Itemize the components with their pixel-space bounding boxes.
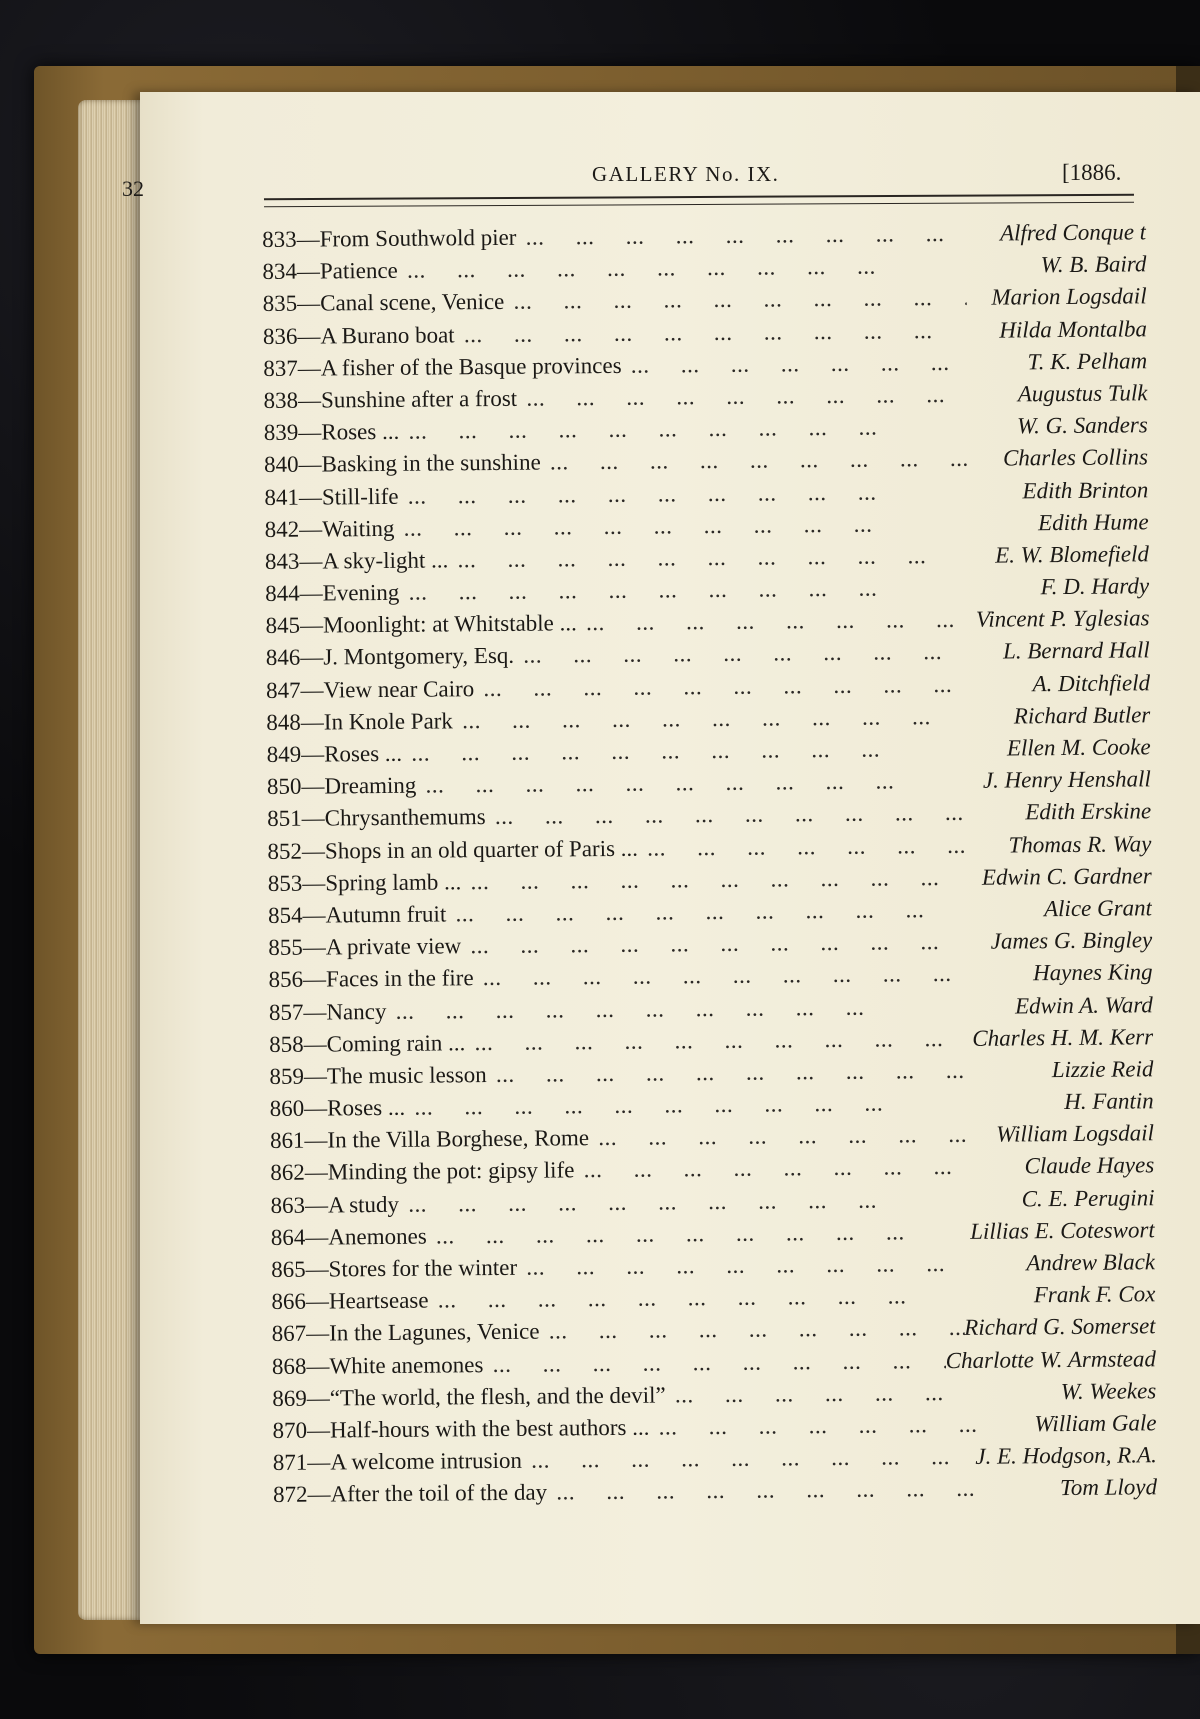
entry-title: 853—Spring lamb ...	[267, 869, 462, 896]
entry-artist: H. Fantin	[1064, 1088, 1154, 1115]
entry-artist: L. Bernard Hall	[1002, 637, 1150, 664]
entry-title: 841—Still-life	[264, 483, 399, 510]
entry-title: 852—Shops in an old quarter of Paris ...	[267, 835, 639, 864]
entry-title: 872—After the toil of the day	[272, 1479, 548, 1508]
entry-artist: William Gale	[1034, 1410, 1157, 1437]
entry-title: 846—J. Montgomery, Esq.	[265, 643, 515, 671]
entry-artist: Andrew Black	[1026, 1249, 1156, 1276]
entry-artist: William Logsdail	[996, 1120, 1155, 1147]
entry-artist: Alice Grant	[1043, 895, 1153, 922]
entry-title: 870—Half-hours with the best authors ...	[272, 1414, 650, 1443]
entry-artist: W. Weekes	[1060, 1377, 1157, 1404]
entry-title: 862—Minding the pot: gipsy life	[270, 1157, 575, 1186]
entry-title: 833—From Southwold pier	[262, 224, 517, 252]
entry-artist: Vincent P. Yglesias	[975, 605, 1150, 633]
entry-title: 849—Roses ...	[266, 740, 403, 767]
page-number: 32	[122, 176, 144, 201]
entry-artist: W. G. Sanders	[1016, 412, 1148, 439]
running-title: GALLERY No. IX.	[592, 162, 780, 186]
entry-artist: W. B. Baird	[1040, 251, 1147, 278]
entry-artist: Charlotte W. Armstead	[945, 1345, 1157, 1373]
entry-artist: Edith Brinton	[1022, 476, 1149, 503]
entry-title: 857—Nancy	[268, 998, 387, 1025]
entry-title: 837—A fisher of the Basque provinces	[263, 352, 622, 381]
entry-artist: Edwin C. Gardner	[981, 863, 1152, 890]
entry-title: 834—Patience	[262, 258, 398, 285]
entry-artist: Lillias E. Coteswort	[970, 1217, 1155, 1244]
leader-dots	[666, 1379, 977, 1414]
entry-artist: C. E. Perugini	[1021, 1184, 1155, 1212]
entry-artist: A. Ditchfield	[1032, 669, 1151, 696]
entry-title: 855—A private view	[268, 933, 462, 961]
entry-artist: Charles Collins	[1002, 444, 1149, 471]
entry-title: 864—Anemones	[270, 1223, 427, 1250]
entry-title: 851—Chrysanthemums	[267, 804, 486, 832]
entry-artist: Hilda Montalba	[999, 315, 1148, 343]
entry-title: 863—A study	[270, 1191, 400, 1218]
entry-artist: Charles H. M. Kerr	[972, 1023, 1154, 1051]
entry-title: 840—Basking in the sunshine	[263, 449, 541, 478]
entry-title: 848—In Knole Park	[266, 708, 453, 735]
entry-artist: Marion Logsdail	[991, 283, 1147, 311]
entry-artist: Richard Butler	[1013, 702, 1151, 729]
entry-artist: Richard G. Somerset	[964, 1313, 1156, 1341]
entry-artist: Edwin A. Ward	[1014, 991, 1153, 1018]
entry-artist: James G. Bingley	[990, 927, 1153, 954]
page-edges	[78, 100, 142, 1620]
leader-dots	[547, 1475, 977, 1511]
entry-artist: Haynes King	[1032, 959, 1153, 986]
entry-artist: Ellen M. Cooke	[1006, 734, 1151, 761]
entry-title: 839—Roses ...	[263, 418, 400, 446]
entry-artist: E. W. Blomefield	[995, 541, 1150, 568]
entry-artist: Edith Hume	[1038, 508, 1149, 535]
entry-title: 836—A Burano boat	[262, 321, 455, 349]
entry-artist: J. E. Hodgson, R.A.	[975, 1442, 1157, 1469]
entry-artist: Lizzie Reid	[1051, 1056, 1154, 1083]
entry-title: 856—Faces in the fire	[268, 965, 474, 993]
entry-artist: T. K. Pelham	[1027, 348, 1148, 375]
entry-title: 835—Canal scene, Venice	[262, 289, 505, 317]
entry-title: 868—White anemones	[271, 1351, 484, 1379]
entry-title: 847—View near Cairo	[265, 675, 475, 703]
entry-title: 859—The music lesson	[269, 1061, 487, 1089]
entry-title: 844—Evening	[265, 579, 400, 607]
entry-title: 860—Roses ...	[269, 1094, 406, 1122]
entry-title: 854—Autumn fruit	[267, 901, 447, 928]
entry-title: 867—In the Lagunes, Venice	[271, 1318, 540, 1347]
entry-title: 865—Stores for the winter	[271, 1254, 518, 1282]
entry-title: 838—Sunshine after a frost	[263, 385, 518, 413]
entry-title: 866—Heartsease	[271, 1287, 429, 1315]
entry-title: 871—A welcome intrusion	[272, 1447, 523, 1476]
entry-artist: Augustus Tulk	[1017, 380, 1148, 407]
entry-title: 845—Moonlight: at Whitstable ...	[265, 610, 577, 639]
entry-title: 869—“The world, the flesh, and the devil”	[272, 1382, 666, 1411]
entry-artist: Thomas R. Way	[1008, 830, 1152, 858]
entry-title: 858—Coming rain ...	[269, 1029, 466, 1057]
entry-title: 850—Dreaming	[266, 772, 417, 800]
entry-artist: F. D. Hardy	[1040, 573, 1150, 600]
entry-title: 842—Waiting	[264, 515, 395, 542]
entry-artist: Alfred Conque t	[999, 219, 1147, 246]
entry-artist: Frank F. Cox	[1033, 1281, 1156, 1308]
running-year: [1886.	[1062, 160, 1122, 185]
entry-title: 843—A sky-light ...	[264, 547, 449, 574]
entry-artist: Edith Erskine	[1025, 798, 1152, 825]
entry-artist: Claude Hayes	[1024, 1152, 1155, 1179]
entry-artist: J. Henry Henshall	[982, 766, 1151, 793]
entry-artist: Tom Lloyd	[1060, 1474, 1158, 1501]
catalogue-list	[262, 216, 1157, 1511]
entry-title: 861—In the Villa Borghese, Rome	[269, 1125, 590, 1154]
